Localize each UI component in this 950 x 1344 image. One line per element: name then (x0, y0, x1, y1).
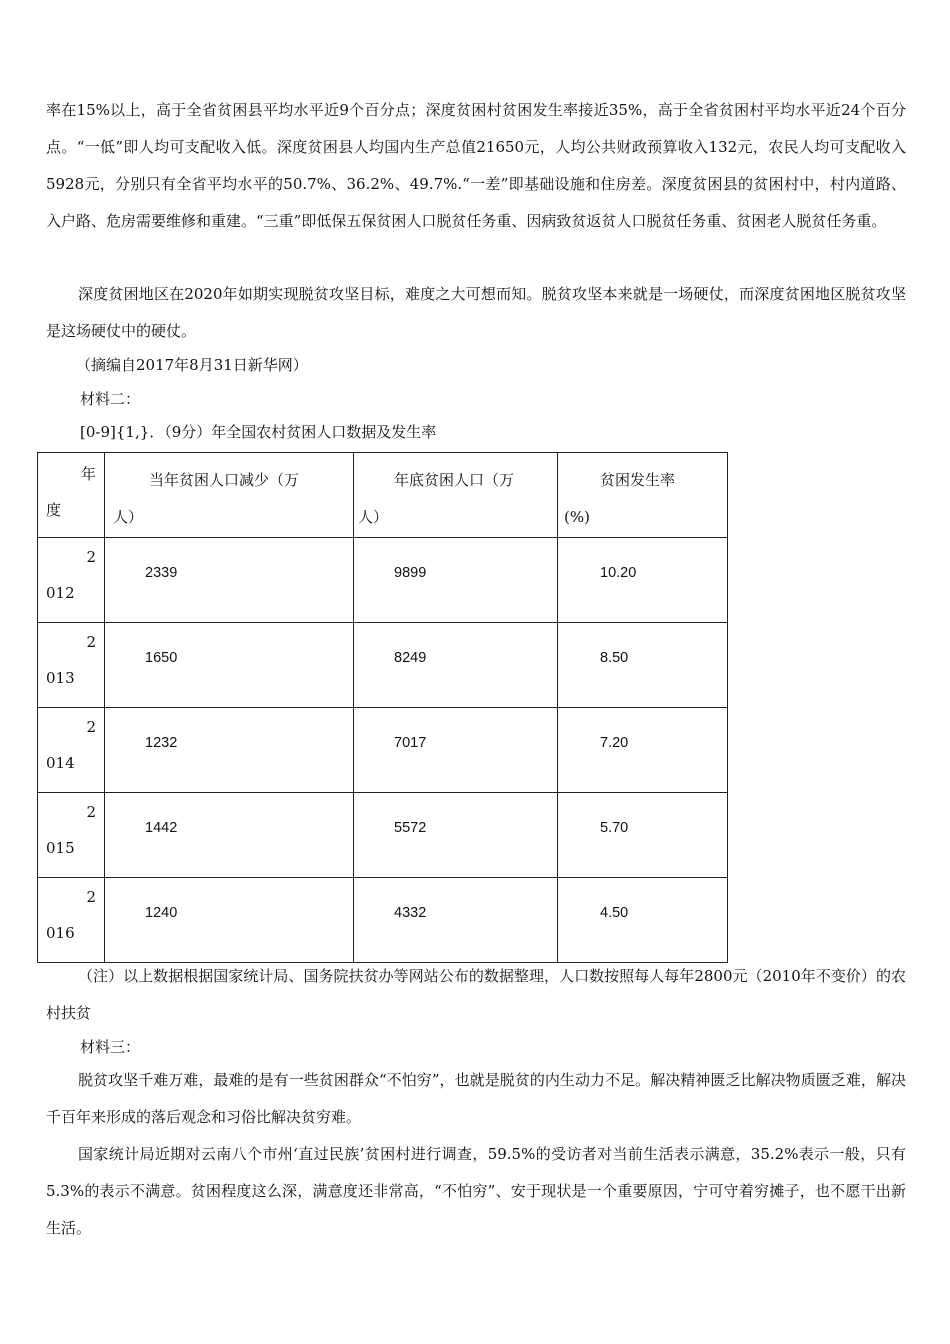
header-year-line2: 度 (46, 501, 62, 519)
header-end-line1: 年底贫困人口（万 (394, 471, 515, 489)
cell-rate: 7.20 (558, 708, 728, 793)
cell-reduction: 1650 (105, 623, 354, 708)
header-reduction (105, 453, 354, 538)
cell-reduction: 2339 (105, 538, 354, 623)
table-caption: [0-9]{1,}．（9分）年全国农村贫困人口数据及发生率 (80, 423, 437, 441)
header-rate-line2: (%) (564, 508, 590, 526)
header-reduction-line1: 当年贫困人口减少（万 (149, 471, 300, 489)
cell-rate: 5.70 (558, 793, 728, 878)
paragraph-poverty-indicators: 率在15%以上，高于全省贫困县平均水平近9个百分点；深度贫困村贫困发生率接近35%，高于全省贫困村平均水平近24个百分点。“一低”即人均可支配收入低。深度贫困县人均国内生产总值21650元，人均公共财政预算收入132元，农民人均可支配收入5928元，分别只有全省平均水平的50.7%、36.2%、49.7%.“一差”即基础设施和住房差。深度贫困县的贫困村中，村内道路、入户路、危房需要维修和重建。“三重”即低保五保贫困人口脱贫任务重、因病致贫返贫人口脱贫任务重、贫困老人脱贫任务重。 (46, 101, 906, 230)
table-row (38, 708, 728, 793)
table-row (38, 623, 728, 708)
table-row (38, 538, 728, 623)
cell-year: 2 016 (38, 878, 105, 963)
table-row (38, 878, 728, 963)
header-end-line2: 人） (358, 508, 389, 526)
cell-year: 2 013 (38, 623, 105, 708)
cell-rate: 8.50 (558, 623, 728, 708)
source-citation: （摘编自2017年8月31日新华网） (76, 356, 308, 374)
material-two-label: 材料二： (80, 390, 141, 408)
poverty-data-table (37, 452, 728, 963)
cell-reduction: 1240 (105, 878, 354, 963)
paragraph-yunnan-survey: 国家统计局近期对云南八个市州‘直过民族’贫困村进行调查，59.5%的受访者对当前生活表示满意，35.2%表示一般，只有5.3%的表示不满意。贫困程度这么深，满意度还非常高，“不怕穷”、安于现状是一个重要原因，宁可守着穷摊子，也不愿干出新生活。 (46, 1145, 906, 1237)
paragraph-not-afraid-of-poverty: 脱贫攻坚千难万难，最难的是有一些贫困群众“不怕穷”，也就是脱贫的内生动力不足。解决精神匮乏比解决物质匮乏难，解决千百年来形成的落后观念和习俗比解决贫穷难。 (46, 1071, 906, 1126)
cell-year-end: 5572 (354, 793, 558, 878)
material-three-label: 材料三： (80, 1038, 141, 1056)
table-row (38, 793, 728, 878)
cell-reduction: 1232 (105, 708, 354, 793)
header-year-end-population (354, 453, 558, 538)
cell-year-end: 4332 (354, 878, 558, 963)
header-poverty-rate (558, 453, 728, 538)
cell-year-end: 9899 (354, 538, 558, 623)
table-header-row (38, 453, 728, 538)
cell-year-end: 8249 (354, 623, 558, 708)
cell-year-end: 7017 (354, 708, 558, 793)
cell-year: 2 014 (38, 708, 105, 793)
cell-rate: 10.20 (558, 538, 728, 623)
cell-rate: 4.50 (558, 878, 728, 963)
header-reduction-line2: 人） (113, 508, 144, 526)
paragraph-poverty-difficulty: 深度贫困地区在2020年如期实现脱贫攻坚目标，难度之大可想而知。脱贫攻坚本来就是一场硬仗，而深度贫困地区脱贫攻坚是这场硬仗中的硬仗。 (46, 285, 906, 340)
header-year (38, 453, 105, 538)
header-rate-line1: 贫困发生率 (600, 471, 676, 489)
cell-year: 2 012 (38, 538, 105, 623)
table-footnote: （注）以上数据根据国家统计局、国务院扶贫办等网站公布的数据整理，人口数按照每人每年2800元（2010年不变价）的农村扶贫 (46, 967, 906, 1022)
header-year-line1: 年 (80, 465, 96, 483)
cell-year: 2 015 (38, 793, 105, 878)
cell-reduction: 1442 (105, 793, 354, 878)
